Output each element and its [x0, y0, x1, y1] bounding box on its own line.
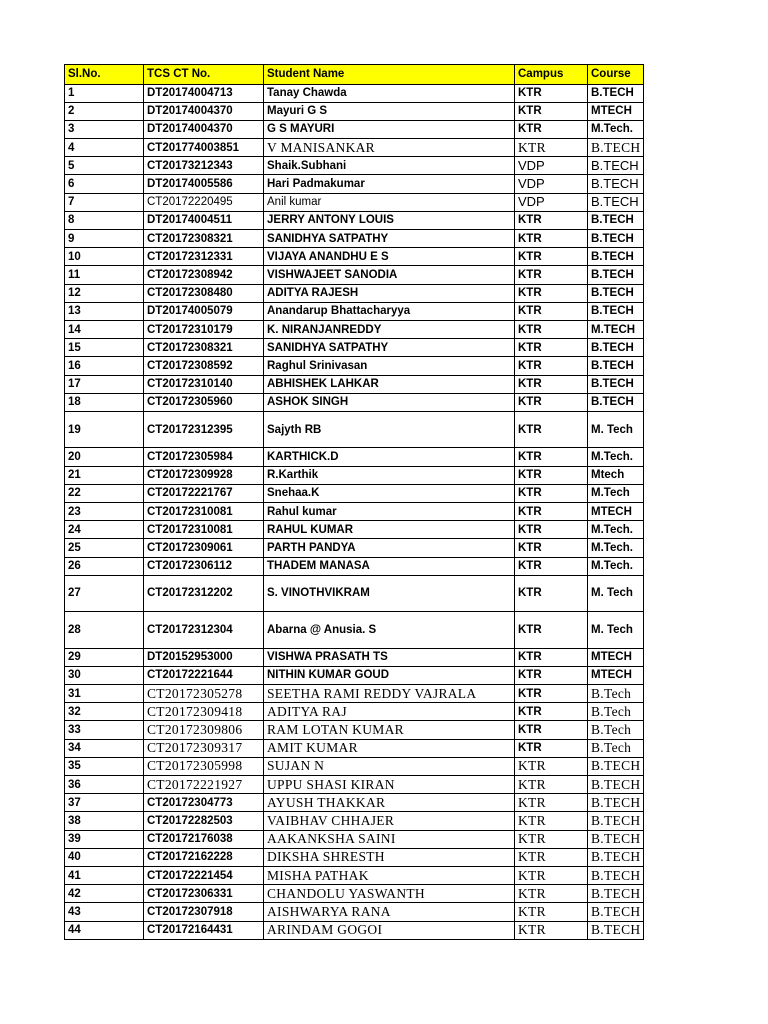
- course-cell: B.TECH: [588, 157, 644, 175]
- sl-no-cell: 7: [65, 193, 144, 211]
- course-cell: B.Tech: [588, 739, 644, 757]
- course-cell: M.Tech.: [588, 120, 644, 138]
- table-row: [65, 502, 644, 520]
- header-tcs-ct-no: TCS CT No.: [144, 65, 264, 85]
- table-row: [65, 266, 644, 284]
- campus-cell: KTR: [515, 320, 588, 338]
- campus-cell: KTR: [515, 575, 588, 612]
- course-cell: B.TECH: [588, 903, 644, 921]
- student-name-cell: AMIT KUMAR: [264, 739, 515, 757]
- campus-cell: KTR: [515, 502, 588, 520]
- tcs-ct-no-cell: CT20172176038: [144, 830, 264, 848]
- course-cell: B.TECH: [588, 339, 644, 357]
- table-row: [65, 575, 644, 612]
- course-cell: B.TECH: [588, 211, 644, 229]
- sl-no-cell: 41: [65, 866, 144, 884]
- campus-cell: KTR: [515, 211, 588, 229]
- tcs-ct-no-cell: DT20174004370: [144, 120, 264, 138]
- student-name-cell: Anandarup Bhattacharyya: [264, 302, 515, 320]
- sl-no-cell: 31: [65, 685, 144, 703]
- table-row: [65, 703, 644, 721]
- campus-cell: KTR: [515, 757, 588, 775]
- tcs-ct-no-cell: DT20174005079: [144, 302, 264, 320]
- table-row: [65, 230, 644, 248]
- student-name-cell: Rahul kumar: [264, 502, 515, 520]
- table-row: [65, 120, 644, 138]
- tcs-ct-no-cell: CT20172305960: [144, 393, 264, 411]
- sl-no-cell: 44: [65, 921, 144, 939]
- student-name-cell: Hari Padmakumar: [264, 175, 515, 193]
- student-name-cell: PARTH PANDYA: [264, 539, 515, 557]
- student-name-cell: ADITYA RAJESH: [264, 284, 515, 302]
- student-name-cell: Abarna @ Anusia. S: [264, 612, 515, 649]
- sl-no-cell: 14: [65, 320, 144, 338]
- course-cell: B.TECH: [588, 812, 644, 830]
- course-cell: B.Tech: [588, 685, 644, 703]
- student-name-cell: K. NIRANJANREDDY: [264, 320, 515, 338]
- tcs-ct-no-cell: CT20172310140: [144, 375, 264, 393]
- tcs-ct-no-cell: CT20172312304: [144, 612, 264, 649]
- table-row: [65, 84, 644, 102]
- tcs-ct-no-cell: CT20172312395: [144, 411, 264, 448]
- campus-cell: KTR: [515, 776, 588, 794]
- sl-no-cell: 19: [65, 411, 144, 448]
- header-campus: Campus: [515, 65, 588, 85]
- sl-no-cell: 15: [65, 339, 144, 357]
- sl-no-cell: 38: [65, 812, 144, 830]
- student-name-cell: S. VINOTHVIKRAM: [264, 575, 515, 612]
- tcs-ct-no-cell: CT20172307918: [144, 903, 264, 921]
- table-body: [65, 84, 644, 939]
- sl-no-cell: 42: [65, 885, 144, 903]
- student-name-cell: ADITYA RAJ: [264, 703, 515, 721]
- tcs-ct-no-cell: DT20174004713: [144, 84, 264, 102]
- campus-cell: KTR: [515, 466, 588, 484]
- tcs-ct-no-cell: CT20172308592: [144, 357, 264, 375]
- sl-no-cell: 6: [65, 175, 144, 193]
- campus-cell: KTR: [515, 411, 588, 448]
- campus-cell: KTR: [515, 102, 588, 120]
- tcs-ct-no-cell: CT20172309061: [144, 539, 264, 557]
- campus-cell: KTR: [515, 266, 588, 284]
- sl-no-cell: 25: [65, 539, 144, 557]
- table-row: [65, 466, 644, 484]
- tcs-ct-no-cell: CT20172221767: [144, 484, 264, 502]
- student-name-cell: UPPU SHASI KIRAN: [264, 776, 515, 794]
- sl-no-cell: 16: [65, 357, 144, 375]
- campus-cell: KTR: [515, 903, 588, 921]
- sl-no-cell: 24: [65, 521, 144, 539]
- campus-cell: KTR: [515, 521, 588, 539]
- student-name-cell: SANIDHYA SATPATHY: [264, 230, 515, 248]
- sl-no-cell: 39: [65, 830, 144, 848]
- sl-no-cell: 20: [65, 448, 144, 466]
- tcs-ct-no-cell: CT20172304773: [144, 794, 264, 812]
- tcs-ct-no-cell: CT20172312202: [144, 575, 264, 612]
- course-cell: B.TECH: [588, 375, 644, 393]
- course-cell: B.TECH: [588, 921, 644, 939]
- table-row: [65, 393, 644, 411]
- campus-cell: KTR: [515, 866, 588, 884]
- sl-no-cell: 21: [65, 466, 144, 484]
- table-row: [65, 302, 644, 320]
- table-row: [65, 721, 644, 739]
- course-cell: M.TECH: [588, 320, 644, 338]
- course-cell: B.TECH: [588, 248, 644, 266]
- student-name-cell: Sajyth RB: [264, 411, 515, 448]
- course-cell: B.TECH: [588, 393, 644, 411]
- campus-cell: KTR: [515, 830, 588, 848]
- course-cell: M.Tech.: [588, 448, 644, 466]
- sl-no-cell: 4: [65, 139, 144, 157]
- course-cell: B.TECH: [588, 84, 644, 102]
- tcs-ct-no-cell: CT20172308321: [144, 230, 264, 248]
- table-row: [65, 685, 644, 703]
- table-row: [65, 320, 644, 338]
- student-name-cell: Snehaa.K: [264, 484, 515, 502]
- course-cell: B.Tech: [588, 703, 644, 721]
- table-row: [65, 248, 644, 266]
- course-cell: B.TECH: [588, 357, 644, 375]
- sl-no-cell: 37: [65, 794, 144, 812]
- table-row: [65, 539, 644, 557]
- tcs-ct-no-cell: CT20172305984: [144, 448, 264, 466]
- student-name-cell: VISHWAJEET SANODIA: [264, 266, 515, 284]
- tcs-ct-no-cell: CT20172306112: [144, 557, 264, 575]
- students-table: [64, 64, 644, 940]
- sl-no-cell: 29: [65, 648, 144, 666]
- tcs-ct-no-cell: CT20172162228: [144, 848, 264, 866]
- tcs-ct-no-cell: DT20174004511: [144, 211, 264, 229]
- student-name-cell: Tanay Chawda: [264, 84, 515, 102]
- sl-no-cell: 26: [65, 557, 144, 575]
- tcs-ct-no-cell: CT20172305998: [144, 757, 264, 775]
- sl-no-cell: 11: [65, 266, 144, 284]
- header-student-name: Student Name: [264, 65, 515, 85]
- course-cell: M. Tech: [588, 411, 644, 448]
- sl-no-cell: 28: [65, 612, 144, 649]
- student-name-cell: KARTHICK.D: [264, 448, 515, 466]
- header-row: [65, 65, 644, 85]
- campus-cell: KTR: [515, 302, 588, 320]
- tcs-ct-no-cell: CT20172221644: [144, 666, 264, 684]
- student-name-cell: RAM LOTAN KUMAR: [264, 721, 515, 739]
- table-row: [65, 903, 644, 921]
- tcs-ct-no-cell: CT20172221927: [144, 776, 264, 794]
- table-row: [65, 757, 644, 775]
- tcs-ct-no-cell: CT20172309806: [144, 721, 264, 739]
- sl-no-cell: 17: [65, 375, 144, 393]
- campus-cell: KTR: [515, 84, 588, 102]
- table-row: [65, 284, 644, 302]
- tcs-ct-no-cell: CT20172306331: [144, 885, 264, 903]
- table-row: [65, 794, 644, 812]
- table-row: [65, 830, 644, 848]
- tcs-ct-no-cell: CT20172309928: [144, 466, 264, 484]
- table-row: [65, 375, 644, 393]
- table-row: [65, 848, 644, 866]
- sl-no-cell: 1: [65, 84, 144, 102]
- sl-no-cell: 5: [65, 157, 144, 175]
- student-name-cell: ARINDAM GOGOI: [264, 921, 515, 939]
- student-name-cell: ASHOK SINGH: [264, 393, 515, 411]
- student-name-cell: SEETHA RAMI REDDY VAJRALA: [264, 685, 515, 703]
- campus-cell: KTR: [515, 648, 588, 666]
- tcs-ct-no-cell: CT20172308321: [144, 339, 264, 357]
- campus-cell: KTR: [515, 484, 588, 502]
- table-row: [65, 157, 644, 175]
- campus-cell: VDP: [515, 175, 588, 193]
- sl-no-cell: 27: [65, 575, 144, 612]
- table-row: [65, 521, 644, 539]
- sl-no-cell: 3: [65, 120, 144, 138]
- student-name-cell: Shaik.Subhani: [264, 157, 515, 175]
- campus-cell: KTR: [515, 284, 588, 302]
- table-row: [65, 921, 644, 939]
- course-cell: B.TECH: [588, 284, 644, 302]
- sl-no-cell: 35: [65, 757, 144, 775]
- sl-no-cell: 22: [65, 484, 144, 502]
- course-cell: B.TECH: [588, 848, 644, 866]
- table-row: [65, 612, 644, 649]
- table-row: [65, 484, 644, 502]
- student-name-cell: RAHUL KUMAR: [264, 521, 515, 539]
- course-cell: B.TECH: [588, 139, 644, 157]
- table-row: [65, 211, 644, 229]
- sl-no-cell: 43: [65, 903, 144, 921]
- header-sl-no: Sl.No.: [65, 65, 144, 85]
- campus-cell: KTR: [515, 357, 588, 375]
- tcs-ct-no-cell: CT20172310081: [144, 502, 264, 520]
- tcs-ct-no-cell: CT20172220495: [144, 193, 264, 211]
- course-cell: M. Tech: [588, 575, 644, 612]
- course-cell: M.Tech.: [588, 539, 644, 557]
- campus-cell: VDP: [515, 193, 588, 211]
- student-name-cell: SANIDHYA SATPATHY: [264, 339, 515, 357]
- student-name-cell: Raghul Srinivasan: [264, 357, 515, 375]
- table-row: [65, 102, 644, 120]
- sl-no-cell: 34: [65, 739, 144, 757]
- table-row: [65, 193, 644, 211]
- table-row: [65, 175, 644, 193]
- student-name-cell: ABHISHEK LAHKAR: [264, 375, 515, 393]
- student-name-cell: VISHWA PRASATH TS: [264, 648, 515, 666]
- course-cell: M.Tech.: [588, 521, 644, 539]
- table-row: [65, 448, 644, 466]
- tcs-ct-no-cell: CT20172312331: [144, 248, 264, 266]
- sl-no-cell: 40: [65, 848, 144, 866]
- campus-cell: KTR: [515, 448, 588, 466]
- course-cell: B.TECH: [588, 830, 644, 848]
- tcs-ct-no-cell: CT20172309418: [144, 703, 264, 721]
- campus-cell: VDP: [515, 157, 588, 175]
- table-row: [65, 557, 644, 575]
- course-cell: B.TECH: [588, 885, 644, 903]
- student-name-cell: Mayuri G S: [264, 102, 515, 120]
- tcs-ct-no-cell: CT20172164431: [144, 921, 264, 939]
- tcs-ct-no-cell: CT20173212343: [144, 157, 264, 175]
- sl-no-cell: 10: [65, 248, 144, 266]
- table-row: [65, 339, 644, 357]
- sl-no-cell: 12: [65, 284, 144, 302]
- campus-cell: KTR: [515, 375, 588, 393]
- campus-cell: KTR: [515, 666, 588, 684]
- campus-cell: KTR: [515, 703, 588, 721]
- course-cell: MTECH: [588, 666, 644, 684]
- campus-cell: KTR: [515, 921, 588, 939]
- campus-cell: KTR: [515, 794, 588, 812]
- course-cell: B.TECH: [588, 266, 644, 284]
- tcs-ct-no-cell: CT20172308942: [144, 266, 264, 284]
- student-name-cell: AYUSH THAKKAR: [264, 794, 515, 812]
- table-row: [65, 739, 644, 757]
- sl-no-cell: 30: [65, 666, 144, 684]
- course-cell: Mtech: [588, 466, 644, 484]
- table-row: [65, 357, 644, 375]
- student-name-cell: NITHIN KUMAR GOUD: [264, 666, 515, 684]
- campus-cell: KTR: [515, 812, 588, 830]
- tcs-ct-no-cell: DT20152953000: [144, 648, 264, 666]
- table-row: [65, 411, 644, 448]
- student-name-cell: AAKANKSHA SAINI: [264, 830, 515, 848]
- course-cell: B.TECH: [588, 794, 644, 812]
- student-name-cell: R.Karthik: [264, 466, 515, 484]
- campus-cell: KTR: [515, 739, 588, 757]
- campus-cell: KTR: [515, 539, 588, 557]
- course-cell: B.TECH: [588, 866, 644, 884]
- sl-no-cell: 33: [65, 721, 144, 739]
- student-name-cell: Anil kumar: [264, 193, 515, 211]
- course-cell: B.TECH: [588, 302, 644, 320]
- sl-no-cell: 36: [65, 776, 144, 794]
- tcs-ct-no-cell: DT20174004370: [144, 102, 264, 120]
- student-name-cell: AISHWARYA RANA: [264, 903, 515, 921]
- table-row: [65, 812, 644, 830]
- sl-no-cell: 23: [65, 502, 144, 520]
- campus-cell: KTR: [515, 612, 588, 649]
- sl-no-cell: 8: [65, 211, 144, 229]
- tcs-ct-no-cell: CT20172282503: [144, 812, 264, 830]
- course-cell: B.TECH: [588, 757, 644, 775]
- table-row: [65, 666, 644, 684]
- campus-cell: KTR: [515, 885, 588, 903]
- student-name-cell: VAIBHAV CHHAJER: [264, 812, 515, 830]
- table-row: [65, 139, 644, 157]
- tcs-ct-no-cell: CT201774003851: [144, 139, 264, 157]
- course-cell: B.TECH: [588, 776, 644, 794]
- tcs-ct-no-cell: CT20172310081: [144, 521, 264, 539]
- student-name-cell: JERRY ANTONY LOUIS: [264, 211, 515, 229]
- course-cell: B.TECH: [588, 175, 644, 193]
- campus-cell: KTR: [515, 848, 588, 866]
- sl-no-cell: 18: [65, 393, 144, 411]
- course-cell: B.Tech: [588, 721, 644, 739]
- student-name-cell: VIJAYA ANANDHU E S: [264, 248, 515, 266]
- student-name-cell: V MANISANKAR: [264, 139, 515, 157]
- table-row: [65, 866, 644, 884]
- campus-cell: KTR: [515, 139, 588, 157]
- campus-cell: KTR: [515, 557, 588, 575]
- student-name-cell: G S MAYURI: [264, 120, 515, 138]
- course-cell: M. Tech: [588, 612, 644, 649]
- student-name-cell: MISHA PATHAK: [264, 866, 515, 884]
- table-row: [65, 776, 644, 794]
- sl-no-cell: 13: [65, 302, 144, 320]
- sl-no-cell: 32: [65, 703, 144, 721]
- course-cell: MTECH: [588, 648, 644, 666]
- tcs-ct-no-cell: CT20172305278: [144, 685, 264, 703]
- student-name-cell: THADEM MANASA: [264, 557, 515, 575]
- course-cell: M.Tech: [588, 484, 644, 502]
- header-course: Course: [588, 65, 644, 85]
- tcs-ct-no-cell: DT20174005586: [144, 175, 264, 193]
- campus-cell: KTR: [515, 120, 588, 138]
- student-name-cell: CHANDOLU YASWANTH: [264, 885, 515, 903]
- tcs-ct-no-cell: CT20172308480: [144, 284, 264, 302]
- course-cell: MTECH: [588, 102, 644, 120]
- tcs-ct-no-cell: CT20172221454: [144, 866, 264, 884]
- campus-cell: KTR: [515, 230, 588, 248]
- course-cell: MTECH: [588, 502, 644, 520]
- tcs-ct-no-cell: CT20172309317: [144, 739, 264, 757]
- table-row: [65, 885, 644, 903]
- student-name-cell: DIKSHA SHRESTH: [264, 848, 515, 866]
- campus-cell: KTR: [515, 685, 588, 703]
- sl-no-cell: 9: [65, 230, 144, 248]
- campus-cell: KTR: [515, 393, 588, 411]
- table-row: [65, 648, 644, 666]
- student-name-cell: SUJAN N: [264, 757, 515, 775]
- campus-cell: KTR: [515, 248, 588, 266]
- course-cell: B.TECH: [588, 193, 644, 211]
- sl-no-cell: 2: [65, 102, 144, 120]
- tcs-ct-no-cell: CT20172310179: [144, 320, 264, 338]
- course-cell: M.Tech.: [588, 557, 644, 575]
- campus-cell: KTR: [515, 339, 588, 357]
- course-cell: B.TECH: [588, 230, 644, 248]
- campus-cell: KTR: [515, 721, 588, 739]
